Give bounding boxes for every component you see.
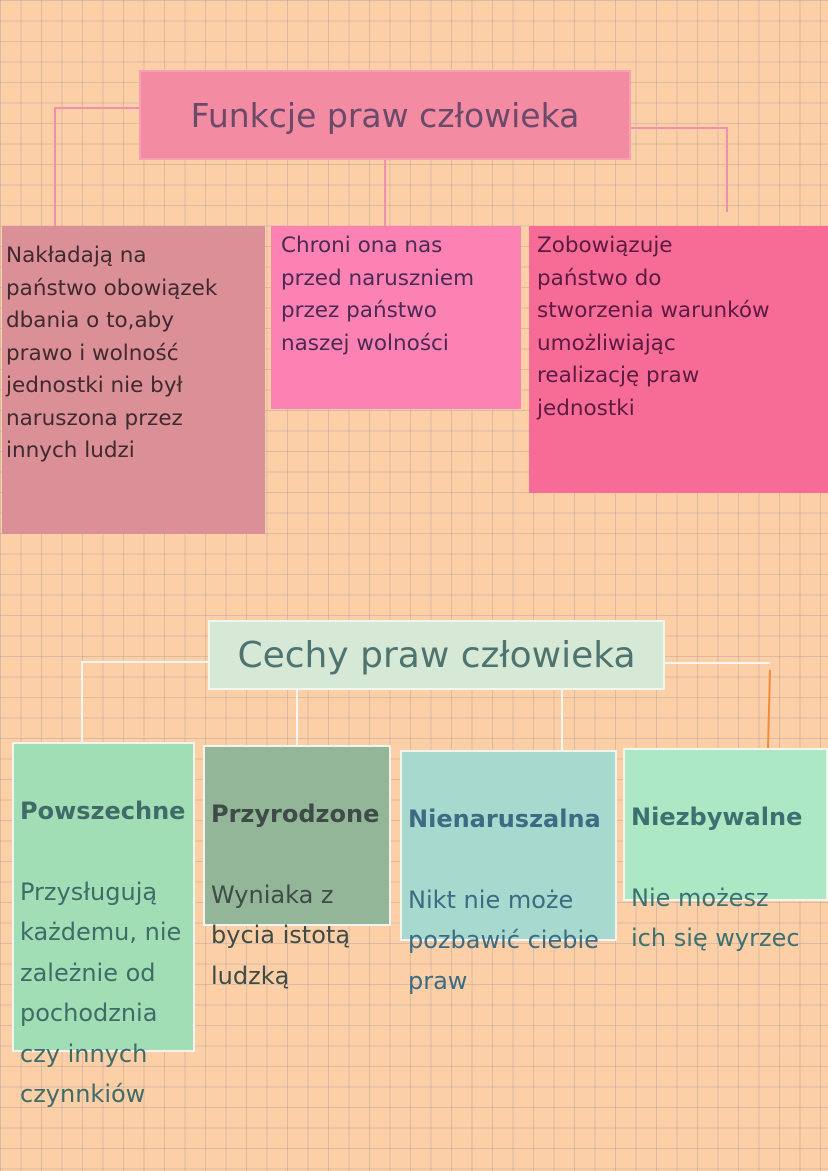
funkcje-box-3: Zobowiązuje państwo do stworzenia warunków umożliwiając realizację praw jednostki xyxy=(529,226,828,493)
cecha-box-nienaruszalna xyxy=(400,750,617,995)
connector-c4 xyxy=(768,670,770,748)
cecha-text: Przysługują każdemu, nie zależnie od pochodznia czy innych czynnkiów xyxy=(20,877,182,1108)
title-funkcje: Funkcje praw człowieka xyxy=(139,70,631,160)
cecha-text: Wyniaka z bycia istotą ludzką xyxy=(211,880,351,990)
funkcje-box-2: Chroni ona nas przed naruszniem przez państwo naszej wolności xyxy=(271,226,521,409)
cecha-box-powszechne xyxy=(12,742,195,1108)
cecha-text: Nie możesz ich się wyrzec xyxy=(631,883,800,952)
funkcje-box-1: Nakładają na państwo obowiązek dbania o to,aby prawo i wolność jednostki nie był naruszona przez innych ludzi xyxy=(2,226,265,534)
cecha-box-niezbywalne xyxy=(623,748,828,952)
cecha-heading: Przyrodzone xyxy=(211,799,380,828)
cecha-heading: Powszechne xyxy=(20,796,186,825)
cecha-heading: Nienaruszalna xyxy=(408,804,601,833)
cecha-box-przyrodzone xyxy=(203,745,391,990)
cecha-heading: Niezbywalne xyxy=(631,802,803,831)
cecha-text: Nikt nie może pozbawić ciebie praw xyxy=(408,885,599,995)
title-cechy: Cechy praw człowieka xyxy=(208,620,665,690)
connector-c1 xyxy=(82,662,208,742)
connector-left xyxy=(55,108,139,226)
connector-right xyxy=(631,128,727,212)
